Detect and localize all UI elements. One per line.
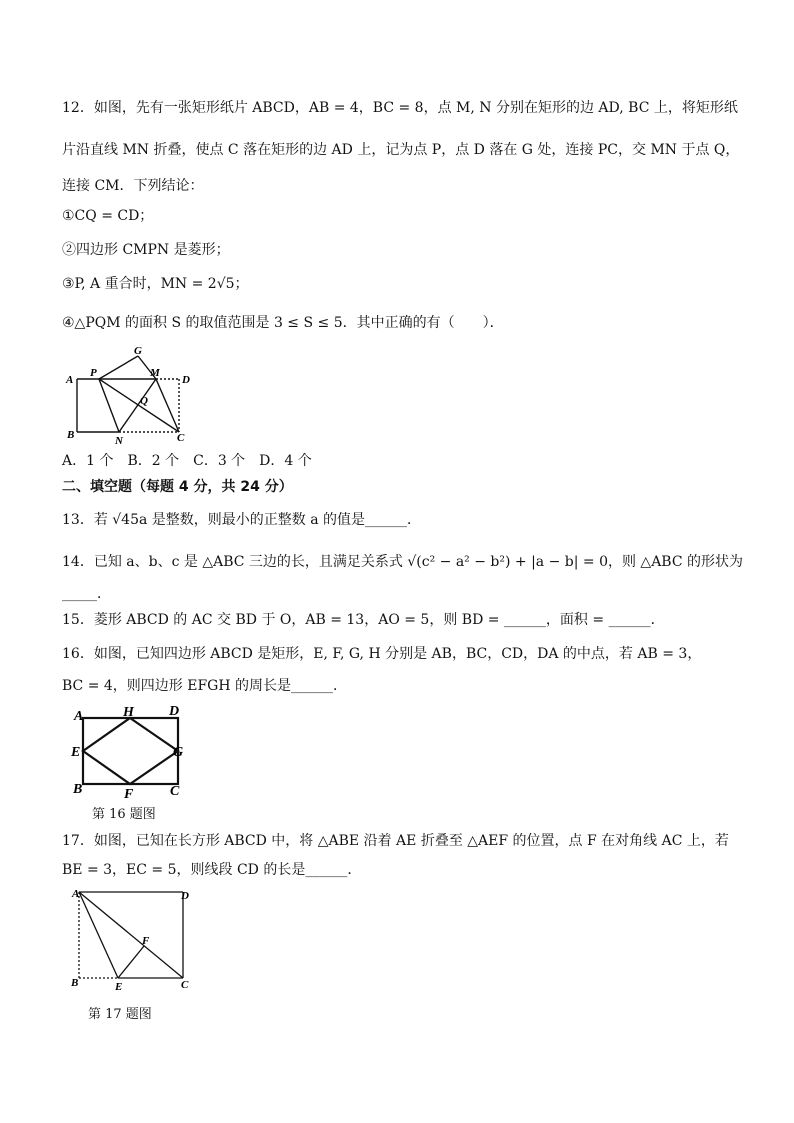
q16-label-D: D	[169, 704, 180, 719]
q17-edge-AE	[79, 892, 118, 978]
q17-diag-AC	[79, 892, 183, 978]
q12-item4: ④△PQM 的面积 S 的取值范围是 3 ≤ S ≤ 5．其中正确的有（ ）．	[62, 315, 504, 331]
q14-line1: 14．已知 a、b、c 是 △ABC 三边的长，且满足关系式 √(c² − a² − b²) + |a − b| = 0，则 △ABC 的形状为	[62, 554, 744, 570]
q16-line1: 16．如图，已知四边形 ABCD 是矩形，E, F, G, H 分别是 AB，BC，CD，DA 的中点，若 AB = 3，	[62, 646, 702, 662]
q17-label-F: F	[142, 935, 150, 947]
q16-label-C: C	[170, 784, 180, 799]
q16-label-A: A	[74, 709, 84, 724]
q16-figure	[66, 700, 196, 800]
q16-label-F: F	[124, 787, 134, 800]
q12-label-D: D	[182, 374, 190, 386]
q17-line2: BE = 3，EC = 5，则线段 CD 的长是______．	[62, 862, 362, 878]
q14-line2: _____．	[62, 586, 111, 602]
q12-item3: ③P, A 重合时，MN = 2√5；	[62, 276, 249, 292]
q12-label-N: N	[115, 435, 123, 446]
q12-line2: 片沿直线 MN 折叠，使点 C 落在矩形的边 AD 上，记为点 P，点 D 落在 G 处，连接 PC，交 MN 于点 Q，	[62, 142, 740, 158]
q17-label-B: B	[71, 977, 79, 989]
q12-edge-MN	[119, 379, 156, 432]
q12-label-P: P	[90, 367, 97, 379]
q17-label-A: A	[72, 888, 80, 900]
q16-quad-EFGH	[83, 718, 178, 784]
q12-label-Q: Q	[140, 395, 148, 407]
q12-line1: 12．如图，先有一张矩形纸片 ABCD，AB = 4，BC = 8，点 M, N 分别在矩形的边 AD, BC 上，将矩形纸	[62, 100, 738, 116]
q17-caption: 第 17 题图	[88, 1007, 152, 1022]
q17-figure	[68, 884, 198, 994]
q12-edge-PN	[99, 379, 119, 432]
q16-label-B: B	[73, 782, 83, 797]
q12-label-G: G	[134, 345, 142, 357]
q17-label-E: E	[115, 981, 123, 993]
q12-options: A．1 个 B．2 个 C．3 个 D．4 个	[62, 453, 312, 469]
q12-label-B: B	[67, 429, 75, 441]
q16-caption: 第 16 题图	[92, 807, 156, 822]
q17-label-D: D	[181, 890, 189, 902]
q17-label-C: C	[181, 979, 189, 991]
q17-line1: 17．如图，已知在长方形 ABCD 中，将 △ABE 沿着 AE 折叠至 △AEF 的位置，点 F 在对角线 AC 上，若	[62, 833, 729, 849]
q17-edge-EF	[118, 946, 144, 978]
q16-line2: BC = 4，则四边形 EFGH 的周长是______．	[62, 678, 348, 694]
q12-line3: 连接 CM．下列结论：	[62, 178, 204, 194]
q12-label-C: C	[177, 432, 185, 444]
q16-label-H: H	[123, 705, 134, 720]
q16-label-E: E	[71, 745, 81, 760]
q15: 15．菱形 ABCD 的 AC 交 BD 于 O，AB = 13，AO = 5，则 BD = ______，面积 = ______．	[62, 612, 665, 628]
q12-label-A: A	[66, 374, 74, 386]
q12-item2: ②四边形 CMPN 是菱形；	[62, 242, 230, 258]
q13: 13．若 √45a 是整数，则最小的正整数 a 的值是______．	[62, 512, 422, 528]
q12-item1: ①CQ = CD；	[62, 208, 154, 224]
q12-label-M: M	[150, 367, 160, 379]
q12-edge-PG	[99, 356, 138, 379]
q16-rect-ABCD	[83, 718, 178, 784]
q16-label-G: G	[173, 745, 184, 760]
section-title: 二、填空题（每题 4 分，共 24 分）	[62, 479, 293, 495]
q12-figure	[62, 344, 202, 446]
